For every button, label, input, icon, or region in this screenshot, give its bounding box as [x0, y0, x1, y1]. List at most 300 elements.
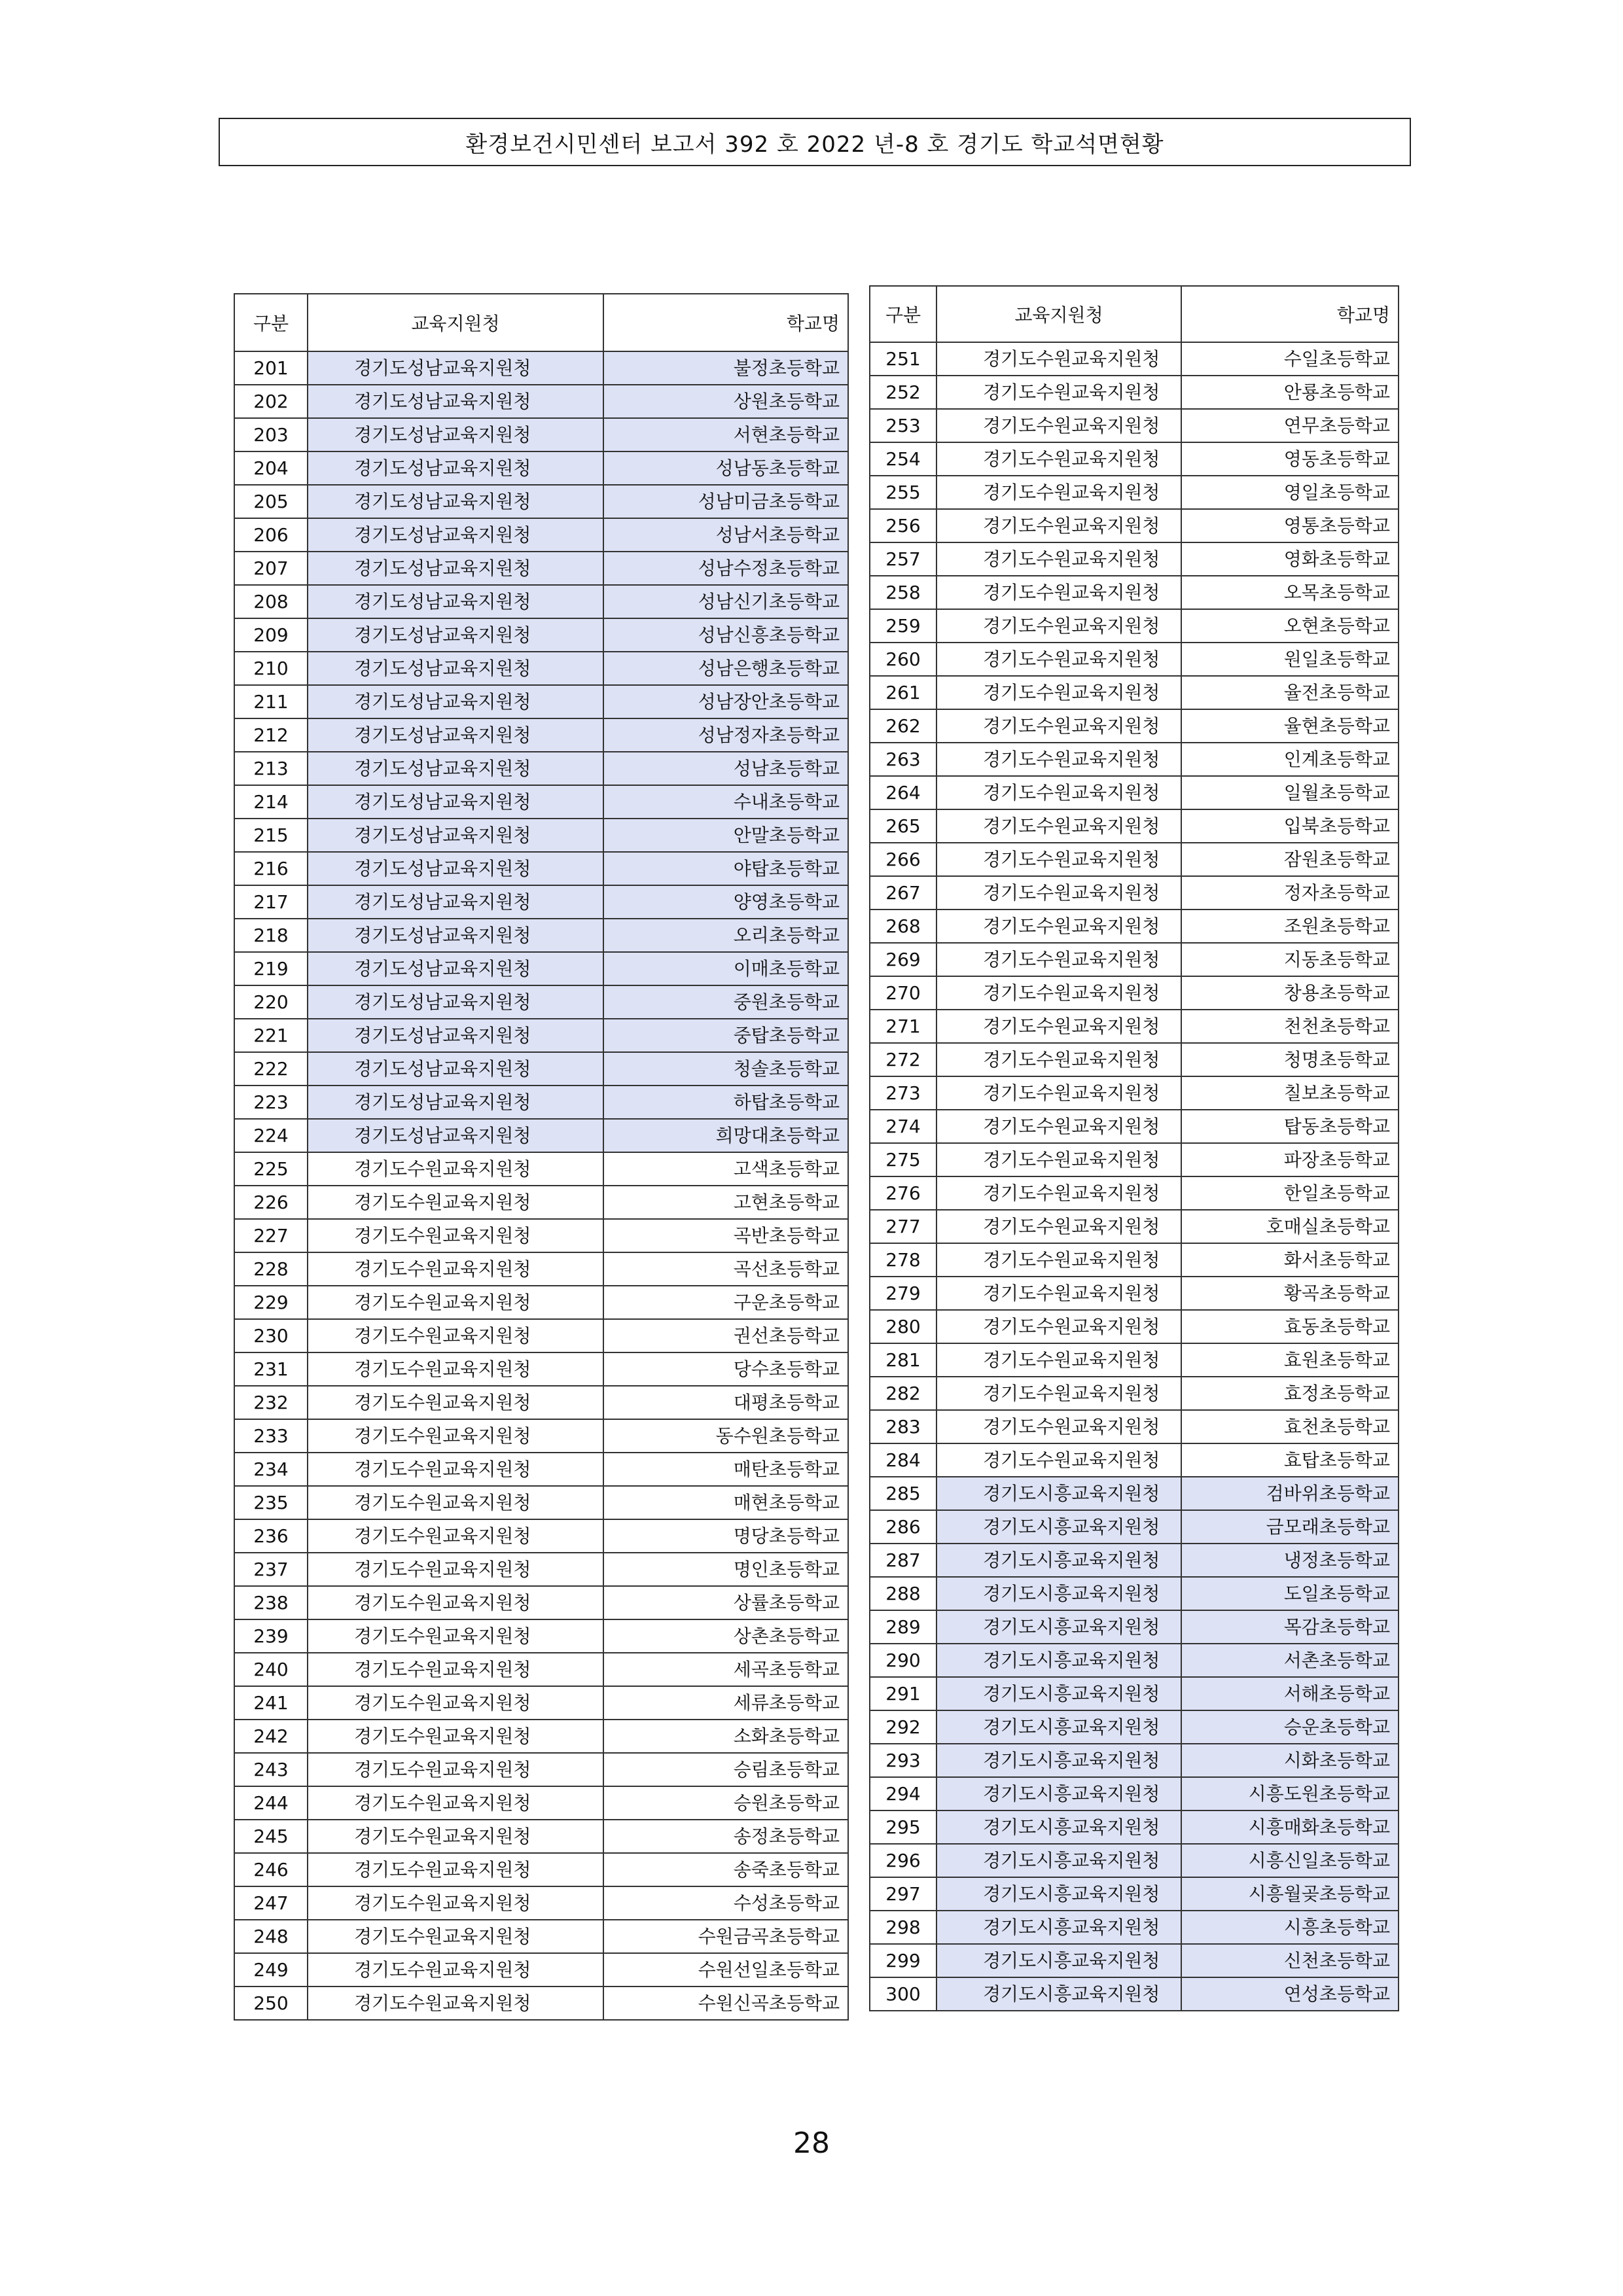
table-row: [234, 685, 848, 718]
row-office: 경기도성남교육지원청: [308, 385, 603, 418]
table-row: [234, 1086, 848, 1119]
row-office: 경기도수원교육지원청: [308, 1319, 603, 1352]
table-row: [234, 1319, 848, 1352]
row-number: 286: [870, 1510, 936, 1544]
row-number: 215: [234, 819, 308, 852]
row-school: 청명초등학교: [1181, 1043, 1399, 1076]
row-school: 시흥초등학교: [1181, 1911, 1399, 1944]
row-school: 잠원초등학교: [1181, 843, 1399, 876]
table-row: [234, 1019, 848, 1052]
table-row: [234, 1219, 848, 1252]
row-office: 경기도수원교육지원청: [936, 976, 1181, 1010]
row-number: 290: [870, 1644, 936, 1677]
row-office: 경기도성남교육지원청: [308, 418, 603, 451]
row-school: 오리초등학교: [603, 919, 848, 952]
row-number: 284: [870, 1443, 936, 1477]
row-office: 경기도수원교육지원청: [308, 1853, 603, 1886]
row-school: 시흥매화초등학교: [1181, 1810, 1399, 1844]
row-school: 효원초등학교: [1181, 1343, 1399, 1377]
table-row: [870, 442, 1399, 476]
row-number: 234: [234, 1453, 308, 1486]
row-office: 경기도수원교육지원청: [936, 776, 1181, 809]
row-school: 성남수정초등학교: [603, 552, 848, 585]
table-row: [234, 351, 848, 385]
row-office: 경기도수원교육지원청: [936, 1043, 1181, 1076]
col-header-no: 구분: [234, 294, 308, 351]
row-office: 경기도성남교육지원청: [308, 885, 603, 919]
table-row: [870, 943, 1399, 976]
row-office: 경기도성남교육지원청: [308, 451, 603, 485]
row-number: 221: [234, 1019, 308, 1052]
row-number: 241: [234, 1686, 308, 1720]
row-school: 성남장안초등학교: [603, 685, 848, 718]
row-office: 경기도수원교육지원청: [308, 1753, 603, 1786]
row-school: 목감초등학교: [1181, 1610, 1399, 1644]
table-row: [234, 919, 848, 952]
table-row: [234, 1619, 848, 1653]
row-school: 성남신흥초등학교: [603, 618, 848, 652]
table-row: [234, 852, 848, 885]
row-number: 202: [234, 385, 308, 418]
row-number: 235: [234, 1486, 308, 1519]
row-office: 경기도수원교육지원청: [308, 1720, 603, 1753]
table-row: [234, 1953, 848, 1987]
row-school: 금모래초등학교: [1181, 1510, 1399, 1544]
row-number: 236: [234, 1519, 308, 1553]
row-number: 207: [234, 552, 308, 585]
table-row: [234, 1519, 848, 1553]
row-school: 검바위초등학교: [1181, 1477, 1399, 1510]
row-school: 정자초등학교: [1181, 876, 1399, 910]
row-school: 중원초등학교: [603, 985, 848, 1019]
row-office: 경기도성남교육지원청: [308, 985, 603, 1019]
report-header: [219, 118, 1411, 166]
row-school: 승운초등학교: [1181, 1710, 1399, 1744]
row-office: 경기도시흥교육지원청: [936, 1510, 1181, 1544]
row-number: 212: [234, 718, 308, 752]
row-office: 경기도수원교육지원청: [936, 376, 1181, 409]
row-office: 경기도수원교육지원청: [936, 809, 1181, 843]
table-row: [234, 552, 848, 585]
row-school: 야탑초등학교: [603, 852, 848, 885]
row-office: 경기도수원교육지원청: [936, 476, 1181, 509]
row-school: 성남미금초등학교: [603, 485, 848, 518]
table-row: [234, 585, 848, 618]
row-office: 경기도성남교육지원청: [308, 718, 603, 752]
row-school: 냉정초등학교: [1181, 1544, 1399, 1577]
row-number: 264: [870, 776, 936, 809]
row-number: 201: [234, 351, 308, 385]
table-row: [870, 1243, 1399, 1277]
row-number: 232: [234, 1386, 308, 1419]
col-header-no: 구분: [870, 286, 936, 342]
row-number: 248: [234, 1920, 308, 1953]
row-number: 300: [870, 1977, 936, 2011]
row-school: 성남정자초등학교: [603, 718, 848, 752]
table-row: [234, 819, 848, 852]
row-school: 고색초등학교: [603, 1152, 848, 1186]
table-row: [870, 743, 1399, 776]
row-school: 효동초등학교: [1181, 1310, 1399, 1343]
row-office: 경기도수원교육지원청: [936, 509, 1181, 542]
row-school: 동수원초등학교: [603, 1419, 848, 1453]
row-school: 대평초등학교: [603, 1386, 848, 1419]
row-school: 오목초등학교: [1181, 576, 1399, 609]
table-row: [234, 451, 848, 485]
row-number: 251: [870, 342, 936, 376]
row-office: 경기도시흥교육지원청: [936, 1810, 1181, 1844]
row-number: 268: [870, 910, 936, 943]
row-office: 경기도시흥교육지원청: [936, 1844, 1181, 1877]
row-office: 경기도수원교육지원청: [308, 1920, 603, 1953]
table-row: [870, 876, 1399, 910]
table-body: [234, 351, 848, 2020]
table-row: [234, 1486, 848, 1519]
table-row: [870, 1343, 1399, 1377]
row-office: 경기도수원교육지원청: [308, 1386, 603, 1419]
table-row: [870, 1744, 1399, 1777]
row-office: 경기도수원교육지원청: [308, 1519, 603, 1553]
row-office: 경기도수원교육지원청: [936, 1076, 1181, 1110]
row-number: 271: [870, 1010, 936, 1043]
table-row: [234, 1119, 848, 1152]
table-row: [870, 1076, 1399, 1110]
row-number: 245: [234, 1820, 308, 1853]
row-number: 269: [870, 943, 936, 976]
row-school: 수일초등학교: [1181, 342, 1399, 376]
table-row: [870, 910, 1399, 943]
row-school: 성남동초등학교: [603, 451, 848, 485]
table-row: [870, 1510, 1399, 1544]
row-number: 263: [870, 743, 936, 776]
row-office: 경기도수원교육지원청: [308, 1820, 603, 1853]
row-school: 영일초등학교: [1181, 476, 1399, 509]
row-school: 중탑초등학교: [603, 1019, 848, 1052]
row-office: 경기도수원교육지원청: [936, 643, 1181, 676]
row-school: 화서초등학교: [1181, 1243, 1399, 1277]
row-office: 경기도수원교육지원청: [308, 1586, 603, 1619]
row-school: 인계초등학교: [1181, 743, 1399, 776]
table-row: [234, 385, 848, 418]
table-row: [234, 1453, 848, 1486]
row-number: 255: [870, 476, 936, 509]
row-school: 시화초등학교: [1181, 1744, 1399, 1777]
row-number: 240: [234, 1653, 308, 1686]
table-row: [870, 1544, 1399, 1577]
col-header-office: 교육지원청: [936, 286, 1181, 342]
row-number: 222: [234, 1052, 308, 1086]
row-number: 266: [870, 843, 936, 876]
row-number: 274: [870, 1110, 936, 1143]
row-office: 경기도수원교육지원청: [936, 1110, 1181, 1143]
row-number: 253: [870, 409, 936, 442]
row-number: 262: [870, 709, 936, 743]
row-school: 칠보초등학교: [1181, 1076, 1399, 1110]
row-school: 성남신기초등학교: [603, 585, 848, 618]
row-school: 성남서초등학교: [603, 518, 848, 552]
row-office: 경기도성남교육지원청: [308, 752, 603, 785]
table-row: [870, 1110, 1399, 1143]
table-row: [870, 1410, 1399, 1443]
row-school: 조원초등학교: [1181, 910, 1399, 943]
row-number: 224: [234, 1119, 308, 1152]
table-row: [870, 609, 1399, 643]
table-header-row: [234, 294, 848, 351]
table-row: [234, 1653, 848, 1686]
row-number: 256: [870, 509, 936, 542]
row-school: 양영초등학교: [603, 885, 848, 919]
row-office: 경기도수원교육지원청: [936, 542, 1181, 576]
row-number: 228: [234, 1252, 308, 1286]
row-office: 경기도수원교육지원청: [936, 676, 1181, 709]
row-number: 277: [870, 1210, 936, 1243]
row-number: 289: [870, 1610, 936, 1644]
row-number: 265: [870, 809, 936, 843]
row-number: 280: [870, 1310, 936, 1343]
row-number: 239: [234, 1619, 308, 1653]
row-school: 시흥도원초등학교: [1181, 1777, 1399, 1810]
table-row: [870, 643, 1399, 676]
row-office: 경기도시흥교육지원청: [936, 1944, 1181, 1977]
table-row: [870, 1377, 1399, 1410]
row-school: 황곡초등학교: [1181, 1277, 1399, 1310]
table-row: [870, 709, 1399, 743]
table-row: [870, 342, 1399, 376]
school-table-right: [869, 285, 1399, 2011]
row-office: 경기도시흥교육지원청: [936, 1677, 1181, 1710]
row-school: 송정초등학교: [603, 1820, 848, 1853]
row-school: 파장초등학교: [1181, 1143, 1399, 1176]
row-number: 214: [234, 785, 308, 819]
row-school: 성남은행초등학교: [603, 652, 848, 685]
row-school: 효정초등학교: [1181, 1377, 1399, 1410]
row-number: 281: [870, 1343, 936, 1377]
row-office: 경기도시흥교육지원청: [936, 1610, 1181, 1644]
row-number: 225: [234, 1152, 308, 1186]
table-row: [870, 1677, 1399, 1710]
row-school: 명인초등학교: [603, 1553, 848, 1586]
row-number: 267: [870, 876, 936, 910]
row-school: 호매실초등학교: [1181, 1210, 1399, 1243]
row-office: 경기도수원교육지원청: [936, 943, 1181, 976]
row-number: 217: [234, 885, 308, 919]
table-row: [870, 1577, 1399, 1610]
row-school: 송죽초등학교: [603, 1853, 848, 1886]
table-row: [870, 776, 1399, 809]
row-school: 서해초등학교: [1181, 1677, 1399, 1710]
table-row: [870, 1443, 1399, 1477]
row-school: 영통초등학교: [1181, 509, 1399, 542]
row-number: 298: [870, 1911, 936, 1944]
row-number: 282: [870, 1377, 936, 1410]
row-number: 237: [234, 1553, 308, 1586]
row-office: 경기도수원교육지원청: [308, 1786, 603, 1820]
row-school: 연성초등학교: [1181, 1977, 1399, 2011]
row-school: 안룡초등학교: [1181, 376, 1399, 409]
row-number: 246: [234, 1853, 308, 1886]
table-row: [870, 576, 1399, 609]
table-row: [234, 1186, 848, 1219]
row-school: 청솔초등학교: [603, 1052, 848, 1086]
row-school: 수성초등학교: [603, 1886, 848, 1920]
row-number: 288: [870, 1577, 936, 1610]
row-number: 231: [234, 1352, 308, 1386]
table-row: [870, 1710, 1399, 1744]
row-number: 299: [870, 1944, 936, 1977]
row-number: 243: [234, 1753, 308, 1786]
row-number: 293: [870, 1744, 936, 1777]
row-school: 승원초등학교: [603, 1786, 848, 1820]
row-office: 경기도성남교육지원청: [308, 852, 603, 885]
row-office: 경기도시흥교육지원청: [936, 1710, 1181, 1744]
row-office: 경기도수원교육지원청: [308, 1152, 603, 1186]
table-row: [234, 885, 848, 919]
row-office: 경기도수원교육지원청: [936, 1210, 1181, 1243]
row-office: 경기도성남교육지원청: [308, 785, 603, 819]
row-office: 경기도성남교육지원청: [308, 351, 603, 385]
row-school: 창용초등학교: [1181, 976, 1399, 1010]
row-office: 경기도시흥교육지원청: [936, 1977, 1181, 2011]
row-office: 경기도수원교육지원청: [308, 1619, 603, 1653]
row-number: 260: [870, 643, 936, 676]
table-row: [234, 1786, 848, 1820]
row-office: 경기도수원교육지원청: [936, 442, 1181, 476]
row-office: 경기도시흥교육지원청: [936, 1477, 1181, 1510]
report-title: 환경보건시민센터 보고서 392 호 2022 년-8 호 경기도 학교석면현황: [465, 131, 1164, 158]
row-office: 경기도수원교육지원청: [308, 1419, 603, 1453]
row-school: 명당초등학교: [603, 1519, 848, 1553]
row-school: 수원금곡초등학교: [603, 1920, 848, 1953]
row-number: 250: [234, 1987, 308, 2020]
row-office: 경기도수원교육지원청: [308, 1286, 603, 1319]
row-office: 경기도수원교육지원청: [936, 1410, 1181, 1443]
table-row: [234, 1352, 848, 1386]
row-school: 연무초등학교: [1181, 409, 1399, 442]
row-office: 경기도성남교육지원청: [308, 585, 603, 618]
row-office: 경기도성남교육지원청: [308, 552, 603, 585]
row-office: 경기도수원교육지원청: [308, 1486, 603, 1519]
row-school: 소화초등학교: [603, 1720, 848, 1753]
row-office: 경기도성남교육지원청: [308, 518, 603, 552]
row-number: 244: [234, 1786, 308, 1820]
col-header-school: 학교명: [603, 294, 848, 351]
row-office: 경기도수원교육지원청: [936, 743, 1181, 776]
row-number: 229: [234, 1286, 308, 1319]
table-row: [234, 752, 848, 785]
row-number: 210: [234, 652, 308, 685]
table-row: [870, 1644, 1399, 1677]
row-office: 경기도수원교육지원청: [308, 1553, 603, 1586]
table-row: [870, 1477, 1399, 1510]
row-school: 권선초등학교: [603, 1319, 848, 1352]
row-number: 261: [870, 676, 936, 709]
table-row: [234, 1853, 848, 1886]
row-number: 223: [234, 1086, 308, 1119]
table-row: [870, 1977, 1399, 2011]
row-number: 279: [870, 1277, 936, 1310]
table-row: [870, 809, 1399, 843]
row-office: 경기도수원교육지원청: [936, 1277, 1181, 1310]
table-row: [870, 1877, 1399, 1911]
row-office: 경기도수원교육지원청: [936, 409, 1181, 442]
row-office: 경기도수원교육지원청: [308, 1453, 603, 1486]
row-office: 경기도성남교육지원청: [308, 1019, 603, 1052]
row-number: 226: [234, 1186, 308, 1219]
row-school: 오현초등학교: [1181, 609, 1399, 643]
row-number: 297: [870, 1877, 936, 1911]
row-office: 경기도수원교육지원청: [936, 709, 1181, 743]
table-row: [234, 985, 848, 1019]
table-row: [234, 1920, 848, 1953]
table-header-row: [870, 286, 1399, 342]
row-number: 249: [234, 1953, 308, 1987]
row-number: 276: [870, 1176, 936, 1210]
table-row: [870, 1043, 1399, 1076]
row-school: 승림초등학교: [603, 1753, 848, 1786]
row-number: 211: [234, 685, 308, 718]
row-school: 고현초등학교: [603, 1186, 848, 1219]
row-number: 220: [234, 985, 308, 1019]
row-office: 경기도수원교육지원청: [308, 1987, 603, 2020]
row-school: 수원선일초등학교: [603, 1953, 848, 1987]
row-school: 효탑초등학교: [1181, 1443, 1399, 1477]
row-school: 일월초등학교: [1181, 776, 1399, 809]
row-office: 경기도성남교육지원청: [308, 919, 603, 952]
table-row: [870, 542, 1399, 576]
row-office: 경기도성남교육지원청: [308, 1086, 603, 1119]
row-office: 경기도수원교육지원청: [936, 1310, 1181, 1343]
table-row: [870, 376, 1399, 409]
table-row: [234, 652, 848, 685]
row-school: 상률초등학교: [603, 1586, 848, 1619]
row-office: 경기도수원교육지원청: [308, 1219, 603, 1252]
row-number: 273: [870, 1076, 936, 1110]
row-office: 경기도성남교육지원청: [308, 1119, 603, 1152]
table-row: [234, 718, 848, 752]
table-row: [870, 1010, 1399, 1043]
row-office: 경기도수원교육지원청: [308, 1653, 603, 1686]
table-row: [234, 1553, 848, 1586]
table-row: [234, 1252, 848, 1286]
row-school: 성남초등학교: [603, 752, 848, 785]
row-office: 경기도수원교육지원청: [936, 1377, 1181, 1410]
row-number: 275: [870, 1143, 936, 1176]
row-school: 세류초등학교: [603, 1686, 848, 1720]
row-school: 매탄초등학교: [603, 1453, 848, 1486]
row-school: 시흥월곶초등학교: [1181, 1877, 1399, 1911]
row-office: 경기도시흥교육지원청: [936, 1777, 1181, 1810]
row-office: 경기도수원교육지원청: [936, 1243, 1181, 1277]
row-office: 경기도시흥교육지원청: [936, 1577, 1181, 1610]
table-row: [870, 1944, 1399, 1977]
row-office: 경기도수원교육지원청: [936, 609, 1181, 643]
row-number: 205: [234, 485, 308, 518]
row-school: 매현초등학교: [603, 1486, 848, 1519]
table-row: [234, 1886, 848, 1920]
row-number: 270: [870, 976, 936, 1010]
table-row: [870, 476, 1399, 509]
row-office: 경기도성남교육지원청: [308, 685, 603, 718]
row-school: 상원초등학교: [603, 385, 848, 418]
row-school: 영화초등학교: [1181, 542, 1399, 576]
row-office: 경기도수원교육지원청: [936, 1443, 1181, 1477]
row-office: 경기도성남교육지원청: [308, 819, 603, 852]
row-school: 하탑초등학교: [603, 1086, 848, 1119]
page-number: 28: [793, 2127, 830, 2160]
row-school: 도일초등학교: [1181, 1577, 1399, 1610]
row-number: 233: [234, 1419, 308, 1453]
row-school: 효천초등학교: [1181, 1410, 1399, 1443]
